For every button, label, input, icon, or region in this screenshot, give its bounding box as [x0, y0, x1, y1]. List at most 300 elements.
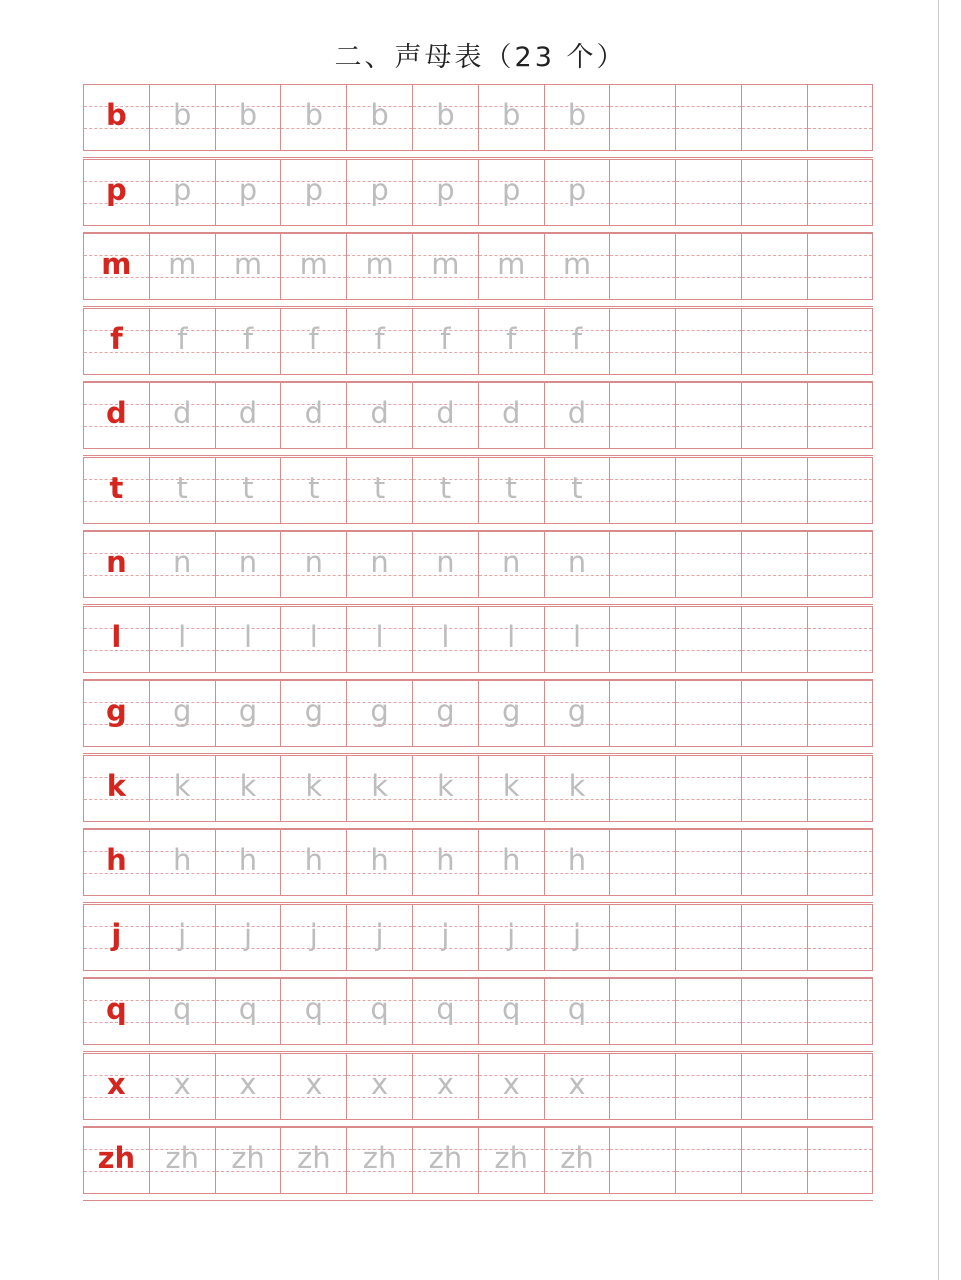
guide-line: [808, 873, 872, 874]
trace-letter: d: [501, 396, 521, 430]
model-letter-cell: [83, 979, 149, 1044]
guide-line: [742, 926, 807, 927]
row-separator: [83, 896, 873, 903]
guide-line: [808, 277, 872, 278]
guide-line: [676, 1075, 741, 1076]
initial-letter: d: [106, 396, 127, 430]
trace-letter: b: [238, 98, 258, 132]
initial-letter: g: [106, 694, 127, 728]
guide-line: [742, 277, 807, 278]
trace-letter: g: [172, 694, 192, 728]
guide-line: [808, 777, 872, 778]
trace-letter: zh: [560, 1141, 594, 1175]
guide-line: [808, 106, 872, 107]
trace-letter-cell: [544, 756, 610, 821]
trace-letter-cell: [215, 830, 281, 895]
model-letter-cell: [83, 1054, 149, 1119]
guide-line: [676, 404, 741, 405]
blank-writing-cell: [741, 383, 807, 448]
blank-writing-cell: [741, 905, 807, 970]
initial-letter: n: [106, 545, 127, 579]
trace-letter: m: [365, 247, 394, 281]
blank-writing-cell: [807, 458, 873, 523]
blank-writing-cell: [609, 309, 675, 374]
guide-line: [610, 628, 675, 629]
blank-writing-cell: [675, 830, 741, 895]
trace-letter-cell: [280, 1128, 346, 1193]
trace-letter-cell: [280, 830, 346, 895]
trace-letter-cell: [280, 85, 346, 150]
guide-line: [610, 352, 675, 353]
trace-letter: k: [437, 768, 454, 803]
guide-line: [676, 926, 741, 927]
blank-writing-cell: [609, 532, 675, 597]
guide-line: [610, 128, 675, 129]
initial-letter: f: [110, 321, 123, 356]
row-separator: [83, 1045, 873, 1052]
blank-writing-cell: [675, 458, 741, 523]
row-separator: [83, 1194, 873, 1201]
trace-letter-cell: [346, 681, 412, 746]
guide-line: [808, 255, 872, 256]
trace-letter: g: [501, 694, 521, 728]
guide-line: [610, 479, 675, 480]
guide-line: [742, 479, 807, 480]
guide-line: [742, 203, 807, 204]
trace-letter-cell: [544, 979, 610, 1044]
guide-line: [742, 426, 807, 427]
trace-letter: j: [243, 917, 253, 952]
trace-letter-cell: [412, 607, 478, 672]
trace-letter-cell: [478, 458, 544, 523]
trace-letter: l: [375, 619, 384, 654]
trace-letter: h: [238, 843, 258, 877]
guide-line: [676, 106, 741, 107]
guide-line: [676, 181, 741, 182]
model-letter-cell: [83, 607, 149, 672]
guide-line: [808, 1022, 872, 1023]
trace-letter: p: [238, 172, 258, 207]
trace-letter: n: [238, 545, 258, 579]
trace-letter: h: [567, 843, 587, 877]
practice-row: [83, 755, 873, 822]
blank-writing-cell: [807, 979, 873, 1044]
blank-writing-cell: [609, 85, 675, 150]
row-separator: [83, 971, 873, 978]
trace-letter: f: [440, 321, 451, 356]
trace-letter-cell: [412, 1054, 478, 1119]
trace-letter: j: [507, 917, 516, 952]
guide-line: [808, 203, 872, 204]
guide-line: [742, 1000, 807, 1001]
trace-letter: j: [572, 917, 582, 952]
guide-line: [808, 650, 872, 651]
trace-letter: p: [172, 172, 192, 207]
trace-letter: b: [172, 98, 192, 132]
trace-letter: x: [305, 1066, 323, 1101]
blank-writing-cell: [741, 681, 807, 746]
guide-line: [742, 255, 807, 256]
initial-letter: b: [106, 98, 127, 132]
guide-line: [742, 1022, 807, 1023]
trace-letter-cell: [346, 1054, 412, 1119]
trace-letter-cell: [478, 234, 544, 299]
guide-line: [676, 702, 741, 703]
guide-line: [676, 948, 741, 949]
trace-letter: zh: [362, 1141, 397, 1175]
trace-letter-cell: [478, 160, 544, 225]
trace-letter: k: [173, 768, 191, 803]
guide-line: [742, 799, 807, 800]
trace-letter: g: [238, 694, 258, 728]
model-letter-cell: [83, 532, 149, 597]
model-letter-cell: [83, 234, 149, 299]
guide-line: [808, 479, 872, 480]
trace-letter-cell: [346, 532, 412, 597]
trace-letter-cell: [346, 607, 412, 672]
trace-letter-cell: [280, 309, 346, 374]
trace-letter-cell: [346, 309, 412, 374]
guide-line: [610, 1075, 675, 1076]
guide-line: [808, 948, 872, 949]
row-separator: [83, 598, 873, 605]
trace-letter: g: [370, 694, 389, 728]
practice-row: [83, 904, 873, 971]
guide-line: [676, 873, 741, 874]
blank-writing-cell: [807, 234, 873, 299]
blank-writing-cell: [609, 756, 675, 821]
blank-writing-cell: [741, 85, 807, 150]
trace-letter: l: [572, 619, 582, 654]
model-letter-cell: [83, 905, 149, 970]
guide-line: [610, 203, 675, 204]
blank-writing-cell: [741, 309, 807, 374]
trace-letter-cell: [149, 160, 215, 225]
trace-letter-cell: [478, 830, 544, 895]
trace-letter: x: [239, 1066, 257, 1101]
trace-letter-cell: [412, 830, 478, 895]
trace-letter-cell: [346, 1128, 412, 1193]
trace-letter: k: [305, 768, 323, 803]
trace-letter-cell: [412, 85, 478, 150]
trace-letter-cell: [215, 383, 281, 448]
blank-writing-cell: [807, 309, 873, 374]
blank-writing-cell: [609, 905, 675, 970]
trace-letter: l: [507, 619, 516, 654]
practice-row: [83, 680, 873, 747]
blank-writing-cell: [609, 1054, 675, 1119]
guide-line: [808, 926, 872, 927]
guide-line: [676, 426, 741, 427]
blank-writing-cell: [609, 1128, 675, 1193]
blank-writing-cell: [675, 905, 741, 970]
trace-letter: zh: [165, 1141, 199, 1175]
guide-line: [610, 553, 675, 554]
blank-writing-cell: [609, 830, 675, 895]
trace-letter-cell: [544, 234, 610, 299]
trace-letter-cell: [412, 234, 478, 299]
guide-line: [676, 1171, 741, 1172]
guide-line: [610, 777, 675, 778]
guide-line: [742, 1149, 807, 1150]
trace-letter: q: [370, 992, 389, 1026]
guide-line: [808, 724, 872, 725]
trace-letter-cell: [544, 85, 610, 150]
trace-letter-cell: [346, 160, 412, 225]
guide-line: [808, 1149, 872, 1150]
row-separator: [83, 449, 873, 456]
practice-row: [83, 531, 873, 598]
row-separator: [83, 1120, 873, 1127]
trace-letter: q: [501, 992, 521, 1026]
trace-letter: d: [172, 396, 192, 430]
row-separator: [83, 151, 873, 158]
trace-letter-cell: [149, 532, 215, 597]
trace-letter: l: [243, 619, 253, 654]
trace-letter-cell: [478, 532, 544, 597]
trace-letter: x: [371, 1066, 389, 1101]
trace-letter: d: [238, 396, 258, 430]
initial-letter: l: [111, 619, 122, 654]
guide-line: [676, 724, 741, 725]
trace-letter: t: [439, 470, 452, 505]
trace-letter: f: [506, 321, 517, 356]
guide-line: [808, 1075, 872, 1076]
trace-letter: f: [242, 321, 254, 356]
page-edge-line: [938, 0, 939, 1280]
trace-letter: n: [304, 545, 323, 579]
guide-line: [610, 724, 675, 725]
initial-letter: zh: [97, 1141, 136, 1175]
row-separator: [83, 822, 873, 829]
guide-line: [610, 426, 675, 427]
trace-letter-cell: [149, 607, 215, 672]
trace-letter: g: [304, 694, 323, 728]
blank-writing-cell: [807, 85, 873, 150]
trace-letter-cell: [346, 756, 412, 821]
guide-line: [610, 1000, 675, 1001]
practice-row: [83, 1053, 873, 1120]
guide-line: [742, 404, 807, 405]
trace-letter: h: [173, 843, 192, 877]
trace-letter-cell: [215, 1128, 281, 1193]
trace-letter: b: [501, 98, 521, 132]
trace-letter: n: [173, 545, 192, 579]
trace-letter: h: [304, 843, 323, 877]
guide-line: [676, 575, 741, 576]
row-separator: [83, 375, 873, 382]
trace-letter: f: [571, 321, 583, 356]
blank-writing-cell: [609, 458, 675, 523]
trace-letter-cell: [544, 383, 610, 448]
trace-letter: zh: [296, 1141, 331, 1175]
blank-writing-cell: [807, 830, 873, 895]
guide-line: [676, 1000, 741, 1001]
trace-letter: q: [567, 992, 587, 1026]
model-letter-cell: [83, 681, 149, 746]
trace-letter-cell: [280, 681, 346, 746]
trace-letter: p: [304, 172, 323, 207]
blank-writing-cell: [807, 607, 873, 672]
trace-letter: b: [304, 98, 323, 132]
trace-letter: zh: [231, 1141, 265, 1175]
blank-writing-cell: [675, 85, 741, 150]
trace-letter: g: [567, 694, 587, 728]
trace-letter-cell: [149, 309, 215, 374]
trace-letter-cell: [346, 905, 412, 970]
trace-letter: n: [370, 545, 389, 579]
trace-letter-cell: [215, 234, 281, 299]
guide-line: [676, 255, 741, 256]
trace-letter-cell: [478, 607, 544, 672]
guide-line: [676, 330, 741, 331]
model-letter-cell: [83, 1128, 149, 1193]
trace-letter-cell: [478, 681, 544, 746]
trace-letter: q: [304, 992, 323, 1026]
guide-line: [610, 1149, 675, 1150]
guide-line: [676, 501, 741, 502]
trace-letter-cell: [280, 607, 346, 672]
guide-line: [676, 799, 741, 800]
trace-letter: f: [374, 321, 385, 356]
guide-line: [610, 255, 675, 256]
trace-letter: m: [168, 247, 197, 281]
guide-line: [610, 799, 675, 800]
trace-letter: t: [242, 470, 254, 505]
guide-line: [808, 575, 872, 576]
initial-letter: x: [107, 1066, 126, 1101]
blank-writing-cell: [807, 1054, 873, 1119]
guide-line: [742, 553, 807, 554]
trace-letter: l: [309, 619, 318, 654]
blank-writing-cell: [675, 756, 741, 821]
guide-line: [742, 501, 807, 502]
trace-letter-cell: [280, 383, 346, 448]
guide-line: [808, 426, 872, 427]
guide-line: [742, 1075, 807, 1076]
trace-letter-cell: [412, 309, 478, 374]
trace-letter: f: [177, 321, 188, 356]
initial-letter: t: [109, 470, 124, 505]
trace-letter-cell: [149, 85, 215, 150]
trace-letter: d: [567, 396, 587, 430]
trace-letter-cell: [544, 458, 610, 523]
guide-line: [742, 1097, 807, 1098]
practice-row: [83, 978, 873, 1045]
trace-letter-cell: [412, 756, 478, 821]
trace-letter: n: [567, 545, 587, 579]
trace-letter: t: [308, 470, 320, 505]
trace-letter-cell: [412, 979, 478, 1044]
guide-line: [610, 650, 675, 651]
trace-letter-cell: [346, 458, 412, 523]
guide-line: [742, 330, 807, 331]
blank-writing-cell: [741, 979, 807, 1044]
guide-line: [676, 203, 741, 204]
trace-letter-cell: [412, 160, 478, 225]
trace-letter-cell: [544, 830, 610, 895]
trace-letter-cell: [412, 458, 478, 523]
blank-writing-cell: [675, 1054, 741, 1119]
guide-line: [742, 777, 807, 778]
trace-letter-cell: [478, 905, 544, 970]
practice-row: [83, 829, 873, 896]
trace-letter: f: [308, 321, 319, 356]
trace-letter-cell: [346, 383, 412, 448]
blank-writing-cell: [675, 607, 741, 672]
guide-line: [676, 553, 741, 554]
blank-writing-cell: [675, 532, 741, 597]
trace-letter: q: [436, 992, 455, 1026]
trace-letter-cell: [280, 905, 346, 970]
initial-letter: m: [101, 247, 132, 281]
guide-line: [676, 650, 741, 651]
trace-letter-cell: [215, 979, 281, 1044]
trace-letter: l: [441, 619, 450, 654]
guide-line: [742, 1171, 807, 1172]
blank-writing-cell: [609, 681, 675, 746]
guide-line: [808, 799, 872, 800]
blank-writing-cell: [609, 160, 675, 225]
trace-letter: d: [370, 396, 389, 430]
guide-line: [742, 724, 807, 725]
blank-writing-cell: [675, 234, 741, 299]
trace-letter-cell: [280, 1054, 346, 1119]
trace-letter-cell: [149, 1128, 215, 1193]
trace-letter: zh: [494, 1141, 528, 1175]
trace-letter-cell: [544, 532, 610, 597]
blank-writing-cell: [741, 458, 807, 523]
blank-writing-cell: [741, 234, 807, 299]
blank-writing-cell: [807, 756, 873, 821]
model-letter-cell: [83, 830, 149, 895]
initial-letter: h: [106, 843, 127, 877]
guide-line: [742, 650, 807, 651]
initial-letter: p: [106, 172, 127, 207]
guide-line: [808, 1171, 872, 1172]
trace-letter-cell: [346, 234, 412, 299]
trace-letter-cell: [478, 85, 544, 150]
model-letter-cell: [83, 756, 149, 821]
trace-letter-cell: [149, 830, 215, 895]
blank-writing-cell: [609, 234, 675, 299]
guide-line: [808, 628, 872, 629]
model-letter-cell: [83, 383, 149, 448]
trace-letter-cell: [478, 756, 544, 821]
trace-letter-cell: [544, 681, 610, 746]
blank-writing-cell: [741, 1054, 807, 1119]
trace-letter-cell: [149, 1054, 215, 1119]
practice-row: [83, 457, 873, 524]
trace-letter: t: [373, 470, 386, 505]
guide-line: [808, 501, 872, 502]
trace-letter: p: [370, 172, 389, 207]
model-letter-cell: [83, 309, 149, 374]
trace-letter: n: [502, 545, 521, 579]
trace-letter-cell: [215, 607, 281, 672]
row-separator: [83, 747, 873, 754]
trace-letter-cell: [412, 383, 478, 448]
trace-letter: m: [562, 247, 592, 281]
guide-line: [742, 628, 807, 629]
trace-letter-cell: [215, 1054, 281, 1119]
guide-line: [742, 873, 807, 874]
guide-line: [808, 1097, 872, 1098]
blank-writing-cell: [741, 1128, 807, 1193]
guide-line: [676, 128, 741, 129]
trace-letter: d: [436, 396, 455, 430]
guide-line: [808, 702, 872, 703]
